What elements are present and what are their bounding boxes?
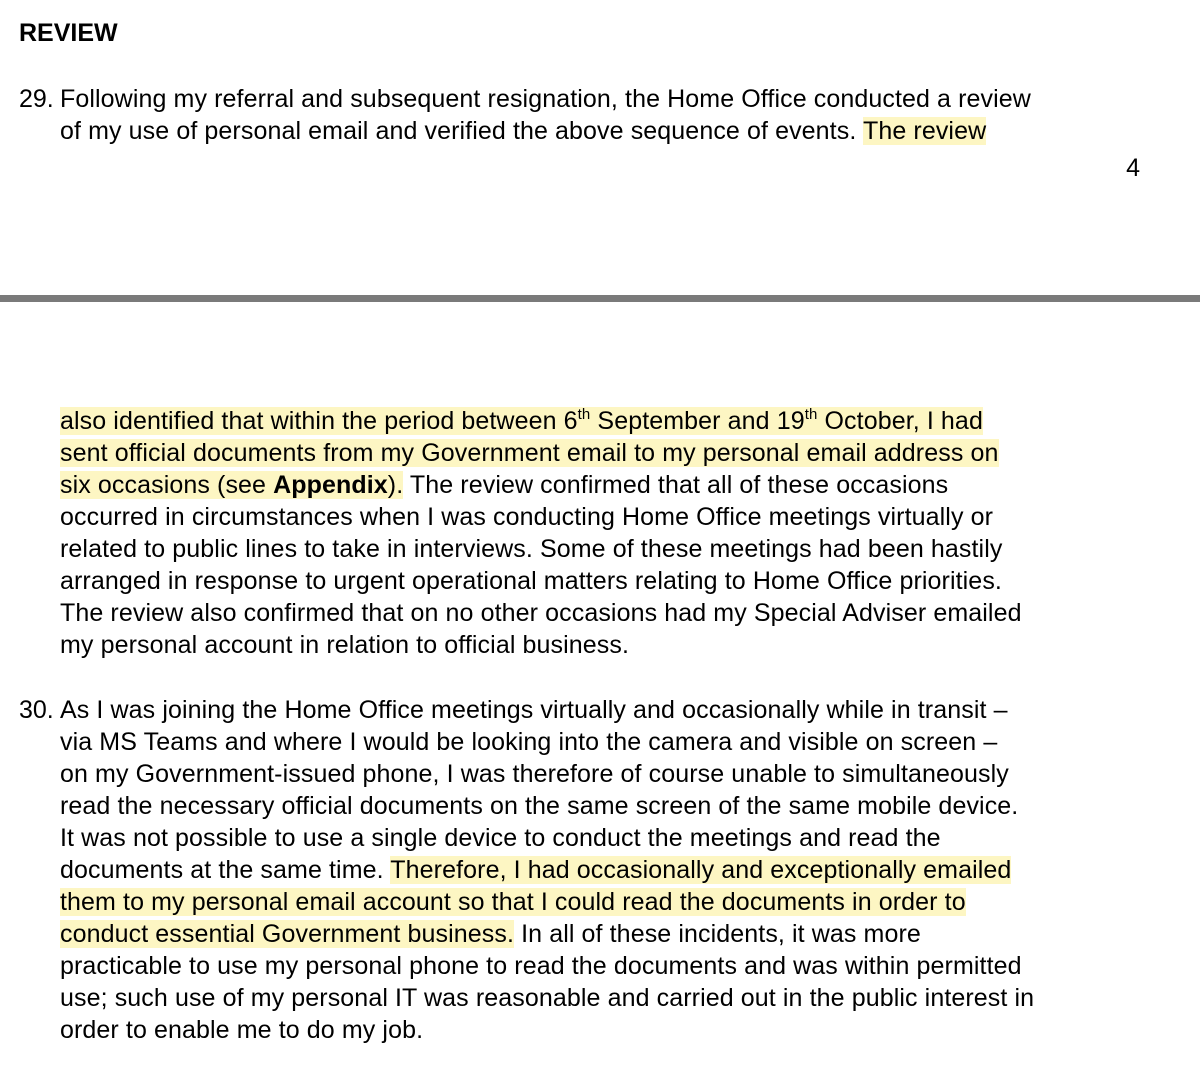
highlighted-text: The review [862,117,987,145]
text-run: ). [387,471,404,499]
text-run: also identified that within the period between 6 [60,407,578,435]
para-29-line [60,438,999,468]
appendix-reference: Appendix [273,471,388,499]
para-30-line: practicable to use my personal phone to read the documents and was within permitted [60,952,1022,980]
text-run: documents at the same time. [60,856,391,884]
para-30-line: use; such use of my personal IT was reasonable and carried out in the public interest in [60,984,1035,1012]
para-29-line [60,116,986,146]
para-30-line: read the necessary official documents on the same screen of the same mobile device. [60,792,1019,820]
para-30-line: via MS Teams and where I would be looking into the camera and visible on screen – [60,728,998,756]
para-30-line [60,887,966,917]
para-29-line [60,470,948,500]
page-break-divider [0,295,1200,302]
text-run: The review confirmed that all of these occasions [403,471,949,499]
highlighted-text: conduct essential Government business. [60,920,515,948]
para-29-line: arranged in response to urgent operational matters relating to Home Office priorities. [60,567,1002,595]
para-29-line: The review also confirmed that on no other occasions had my Special Adviser emailed [60,599,1022,627]
para-30-line: It was not possible to use a single device to conduct the meetings and read the [60,824,941,852]
para-29-line [60,406,983,436]
para-29-line: Following my referral and subsequent resignation, the Home Office conducted a review [60,85,1031,113]
section-heading: REVIEW [19,19,118,47]
para-29-line: related to public lines to take in interviews. Some of these meetings had been hastily [60,535,1003,563]
para-30-line: order to enable me to do my job. [60,1016,424,1044]
highlighted-text: them to my personal email account so that I could read the documents in order to [60,888,966,916]
superscript: th [804,406,818,423]
highlighted-text [60,407,983,435]
highlighted-text [60,471,403,499]
text-run: In all of these incidents, it was more [514,920,921,948]
para-30-line: on my Government-issued phone, I was therefore of course unable to simultaneously [60,760,1009,788]
para-29-number: 29. [19,85,54,113]
text-run: October, I had [817,407,983,435]
page-number: 4 [1126,154,1140,182]
highlighted-text: sent official documents from my Government email to my personal email address on [60,439,999,467]
para-30-number: 30. [19,696,54,724]
para-30-line [60,919,921,949]
text-run: September and 19 [590,407,805,435]
para-29-line: my personal account in relation to official business. [60,631,630,659]
text-run: of my use of personal email and verified the above sequence of events. [60,117,863,145]
para-30-line: As I was joining the Home Office meetings virtually and occasionally while in transit – [60,696,1008,724]
para-30-line [60,855,1011,885]
para-29-line: occurred in circumstances when I was conducting Home Office meetings virtually or [60,503,994,531]
highlighted-text: Therefore, I had occasionally and exceptionally emailed [390,856,1012,884]
superscript: th [577,406,591,423]
text-run: six occasions (see [60,471,274,499]
